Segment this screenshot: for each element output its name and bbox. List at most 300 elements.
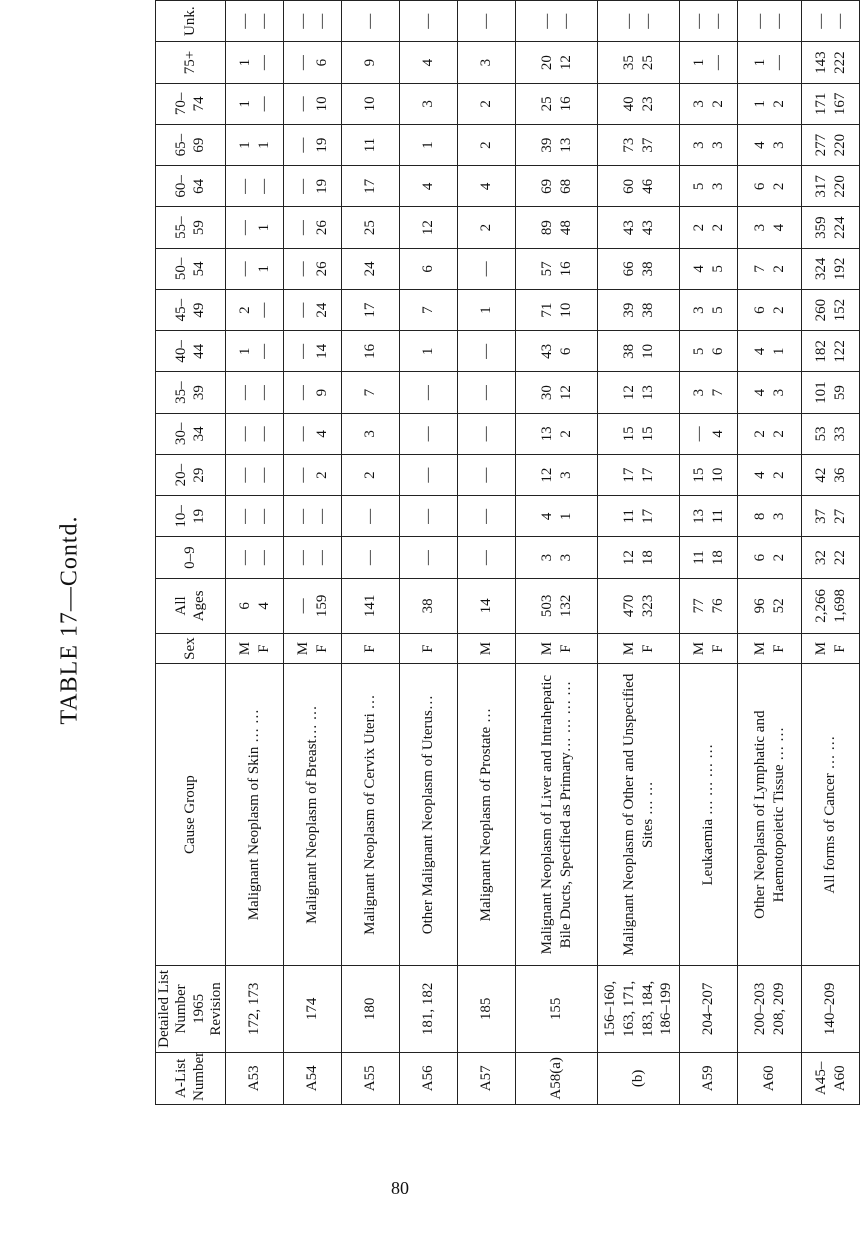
cell-value: 96 [751,598,768,614]
cell-value: 18 [639,550,656,566]
cell-value: 6 [557,347,574,356]
column-header: 50– 54 [156,248,226,289]
cell-value: 43 [538,343,555,359]
value-cell [598,289,680,330]
cell-value: 26 [313,220,330,236]
cell-value: — [362,508,379,524]
value-cell [400,537,458,578]
value-cell [598,496,680,537]
value-cell [458,83,516,124]
cell-value: 59 [831,385,848,401]
value-cell [400,372,458,413]
value-cell [284,331,342,372]
cell-value: — [690,426,707,442]
detailed-list-number: 172, 173 [226,966,284,1053]
cell-value: 38 [639,302,656,318]
sex-value: F [420,644,437,653]
value-cell [342,207,400,248]
detailed-list-number: 181, 182 [400,966,458,1053]
cell-value: 7 [362,388,379,397]
sex-cell [284,634,342,664]
cell-value: — [236,508,253,524]
value-cell [342,248,400,289]
header-row [156,1,226,1105]
table-row [342,1,400,1105]
cell-value: 1 [478,306,495,314]
cell-value: 13 [557,137,574,153]
column-header: 30– 34 [156,413,226,454]
cell-value: — [420,426,437,442]
cell-value: 132 [557,594,574,618]
cell-value: 3 [557,553,574,562]
cell-value: 3 [770,512,787,521]
value-cell [342,1,400,42]
sex-value: F [362,644,379,653]
sex-value: F [313,644,330,653]
cell-value: 24 [362,261,379,277]
cell-value: 3 [690,306,707,314]
cause-group: Malignant Neoplasm of Breast… … [284,664,342,966]
cause-group: Malignant Neoplasm of Liver and Intrahepatic Bile Ducts, Specified as Primary… … … … [516,664,598,966]
detailed-list-number: 156–160, 163, 171, 183, 184, 186–199 [598,966,680,1053]
cell-value: 53 [812,426,829,442]
cell-value: 2 [709,223,726,232]
cell-value: 4 [770,223,787,232]
table-row [284,1,342,1105]
cell-value: 7 [751,265,768,273]
value-cell [226,578,284,633]
cell-value: 5 [690,182,707,191]
cell-value: — [478,13,495,29]
value-cell [598,207,680,248]
cause-group: Other Neoplasm of Lymphatic and Haemotopoietic Tissue … … [738,664,802,966]
sex-value: F [255,644,272,653]
sex-cell [680,634,738,664]
cell-value: 68 [557,178,574,194]
value-cell [738,207,802,248]
cause-group: Other Malignant Neoplasm of Uterus… [400,664,458,966]
cell-value: 7 [420,306,437,314]
cell-value: — [538,13,555,29]
value-cell [400,1,458,42]
cell-value: 16 [557,261,574,277]
cell-value: — [236,426,253,442]
cell-value: 11 [620,509,637,524]
value-cell [400,289,458,330]
column-header: 55– 59 [156,207,226,248]
cell-value: 3 [557,471,574,479]
cell-value: 46 [639,178,656,194]
cell-value: 2 [770,100,787,108]
cell-value: — [478,467,495,483]
value-cell [400,42,458,83]
sex-value: M [236,641,253,656]
cell-value: 43 [639,220,656,236]
value-cell [516,166,598,207]
value-cell [342,331,400,372]
value-cell [802,331,860,372]
cell-value: 37 [812,508,829,524]
cell-value: 1 [420,141,437,149]
value-cell [738,124,802,165]
value-cell [400,124,458,165]
value-cell [680,331,738,372]
cell-value: 4 [751,471,768,479]
cell-value: 71 [538,302,555,318]
cell-value: 2 [236,306,253,314]
cell-value: 2 [478,100,495,108]
cell-value: 11 [362,137,379,153]
value-cell [516,413,598,454]
cell-value: 38 [639,261,656,277]
cell-value: 4 [751,388,768,397]
detailed-list-number: 200–203 208, 209 [738,966,802,1053]
cell-value: — [313,13,330,29]
cell-value: — [294,220,311,236]
value-cell [738,1,802,42]
cell-value: 224 [831,216,848,239]
cell-value: 2 [770,306,787,314]
sex-value: M [690,641,707,656]
value-cell [598,331,680,372]
value-cell [284,413,342,454]
rotated-table-container [155,0,848,1105]
cell-value: 20 [538,55,555,71]
value-cell [458,166,516,207]
column-header: 70– 74 [156,83,226,124]
value-cell [738,331,802,372]
value-cell [802,537,860,578]
cell-value: — [639,13,656,29]
value-cell [598,83,680,124]
cell-value: — [690,13,707,29]
cell-value: 2 [709,100,726,108]
cell-value: — [770,13,787,29]
cause-group: Malignant Neoplasm of Cervix Uteri … [342,664,400,966]
value-cell [802,372,860,413]
cell-value: 76 [709,598,726,614]
value-cell [458,42,516,83]
value-cell [342,166,400,207]
value-cell [516,124,598,165]
value-cell [680,207,738,248]
sex-cell [598,634,680,664]
value-cell [738,578,802,633]
cell-value: 2 [478,141,495,149]
table-body [226,1,860,1105]
cause-group: All forms of Cancer … … [802,664,860,966]
cell-value: 6 [313,58,330,67]
value-cell [802,496,860,537]
cell-value: 32 [812,550,829,566]
cell-value: — [709,55,726,71]
cell-value: 10 [639,343,656,359]
cell-value: 10 [313,96,330,112]
cell-value: 4 [255,602,272,610]
cell-value: 6 [751,182,768,191]
cell-value: 3 [362,430,379,438]
detailed-list-number: 185 [458,966,516,1053]
value-cell [516,1,598,42]
value-cell [738,42,802,83]
value-cell [680,289,738,330]
cell-value: — [255,426,272,442]
cell-value: 4 [751,141,768,149]
cell-value: — [294,178,311,194]
value-cell [680,496,738,537]
sex-cell [802,634,860,664]
column-header: A-List Number [156,1052,226,1104]
cell-value: 1 [255,141,272,149]
value-cell [516,289,598,330]
cell-value: 3 [770,141,787,149]
cell-value: — [420,550,437,566]
value-cell [680,537,738,578]
value-cell [802,166,860,207]
cell-value: 22 [831,550,848,566]
sex-cell [458,634,516,664]
cell-value: 6 [709,347,726,356]
value-cell [598,166,680,207]
value-cell [458,1,516,42]
cell-value: 192 [831,257,848,281]
value-cell [598,454,680,495]
value-cell [342,496,400,537]
a-list-number: A58(a) [516,1052,598,1104]
a-list-number: A53 [226,1052,284,1104]
value-cell [342,83,400,124]
value-cell [598,537,680,578]
value-cell [342,413,400,454]
value-cell [680,1,738,42]
value-cell [458,454,516,495]
cell-value: 4 [420,182,437,191]
cell-value: 470 [620,594,637,618]
value-cell [226,124,284,165]
cell-value: — [255,343,272,359]
cell-value: — [236,220,253,236]
column-header: Detailed List Number 1965 Revision [156,966,226,1053]
cell-value: 5 [690,347,707,356]
value-cell [598,372,680,413]
cell-value: — [236,467,253,483]
value-cell [284,1,342,42]
value-cell [516,248,598,289]
cell-value: 4 [751,347,768,356]
cell-value: 2,266 [812,588,829,623]
table-row [516,1,598,1105]
cell-value: 1 [420,347,437,356]
cell-value: — [255,13,272,29]
cell-value: 1 [770,347,787,356]
cell-value: — [294,343,311,359]
cell-value: 89 [538,220,555,236]
cell-value: 73 [620,137,637,153]
cell-value: 3 [478,58,495,67]
table-row [738,1,802,1105]
value-cell [284,496,342,537]
value-cell [226,248,284,289]
table-row [598,1,680,1105]
value-cell [516,83,598,124]
cell-value: 38 [420,598,437,614]
value-cell [458,124,516,165]
cell-value: — [557,13,574,29]
cell-value: 13 [538,426,555,442]
sex-cell [516,634,598,664]
page-title-text: TABLE 17—Contd. [56,515,83,725]
cell-value: 2 [770,430,787,438]
detailed-list-number: 155 [516,966,598,1053]
value-cell [284,289,342,330]
cell-value: 317 [812,175,829,198]
value-cell [802,207,860,248]
cell-value: 13 [639,385,656,401]
cell-value: 4 [709,430,726,438]
cell-value: 1,698 [831,588,848,623]
cell-value: — [709,13,726,29]
value-cell [342,124,400,165]
value-cell [342,372,400,413]
cell-value: 52 [770,598,787,614]
cell-value: 1 [751,58,768,67]
value-cell [598,1,680,42]
cell-value: 11 [709,509,726,524]
value-cell [516,578,598,633]
value-cell [342,454,400,495]
cell-value: 66 [620,261,637,277]
sex-value: M [812,641,829,656]
detailed-list-number: 204–207 [680,966,738,1053]
cell-value: 2 [770,553,787,562]
sex-cell [226,634,284,664]
value-cell [342,578,400,633]
cell-value: 3 [709,141,726,149]
cell-value: 2 [770,265,787,273]
table-row [226,1,284,1105]
value-cell [802,124,860,165]
cell-value: 3 [538,553,555,562]
cell-value: — [770,55,787,71]
value-cell [738,166,802,207]
column-header: Sex [156,634,226,664]
value-cell [802,578,860,633]
column-header: All Ages [156,578,226,633]
cell-value: 14 [478,598,495,614]
cell-value: 12 [538,467,555,483]
cell-value: 260 [812,298,829,322]
sex-value: M [478,641,495,656]
cell-value: — [478,550,495,566]
cell-value: — [478,385,495,401]
cell-value: 3 [770,388,787,397]
cell-value: — [362,13,379,29]
value-cell [400,454,458,495]
cell-value: — [255,302,272,318]
cell-value: 12 [557,55,574,71]
cell-value: — [294,598,311,614]
cell-value: 17 [620,467,637,483]
value-cell [284,578,342,633]
cell-value: — [255,385,272,401]
value-cell [284,42,342,83]
cell-value: 10 [362,96,379,112]
cell-value: — [294,13,311,29]
value-cell [516,537,598,578]
table-row [680,1,738,1105]
sex-value: M [538,641,555,656]
cell-value: 12 [557,385,574,401]
cell-value: 1 [255,223,272,232]
cell-value: 26 [313,261,330,277]
cell-value: 1 [236,100,253,108]
sex-value: M [620,641,637,656]
cell-value: 2 [751,430,768,438]
cell-value: 277 [812,133,829,157]
value-cell [284,83,342,124]
cell-value: 143 [812,51,829,74]
cell-value: 4 [690,265,707,273]
cell-value: 10 [709,467,726,483]
cell-value: 11 [690,550,707,565]
value-cell [680,42,738,83]
cell-value: 1 [751,100,768,108]
cell-value: 359 [812,216,829,239]
value-cell [458,496,516,537]
cell-value: 25 [538,96,555,112]
cell-value: 12 [620,550,637,566]
value-cell [226,537,284,578]
a-list-number: A57 [458,1052,516,1104]
cell-value: — [255,55,272,71]
cell-value: 10 [557,302,574,318]
value-cell [516,42,598,83]
value-cell [680,124,738,165]
cell-value: — [294,261,311,277]
cell-value: 69 [538,178,555,194]
cell-value: 3 [709,182,726,191]
cell-value: 77 [690,598,707,614]
cell-value: 3 [690,141,707,149]
cell-value: 12 [420,220,437,236]
cell-value: 24 [313,302,330,318]
cell-value: 171 [812,92,829,116]
cell-value: — [831,13,848,29]
cell-value: — [294,467,311,483]
cell-value: — [236,385,253,401]
cell-value: — [236,13,253,29]
cell-value: 159 [313,594,330,618]
cell-value: — [294,385,311,401]
cell-value: 9 [362,58,379,67]
a-list-number: A55 [342,1052,400,1104]
cell-value: 3 [420,100,437,108]
value-cell [226,372,284,413]
cell-value: 1 [236,141,253,149]
value-cell [738,454,802,495]
cell-value: 39 [538,137,555,153]
value-cell [516,207,598,248]
cell-value: — [236,261,253,277]
cell-value: 48 [557,220,574,236]
cell-value: — [294,508,311,524]
cell-value: 17 [362,178,379,194]
cell-value: 1 [690,58,707,67]
cell-value: — [420,508,437,524]
value-cell [738,372,802,413]
cell-value: 30 [538,385,555,401]
cell-value: 15 [620,426,637,442]
